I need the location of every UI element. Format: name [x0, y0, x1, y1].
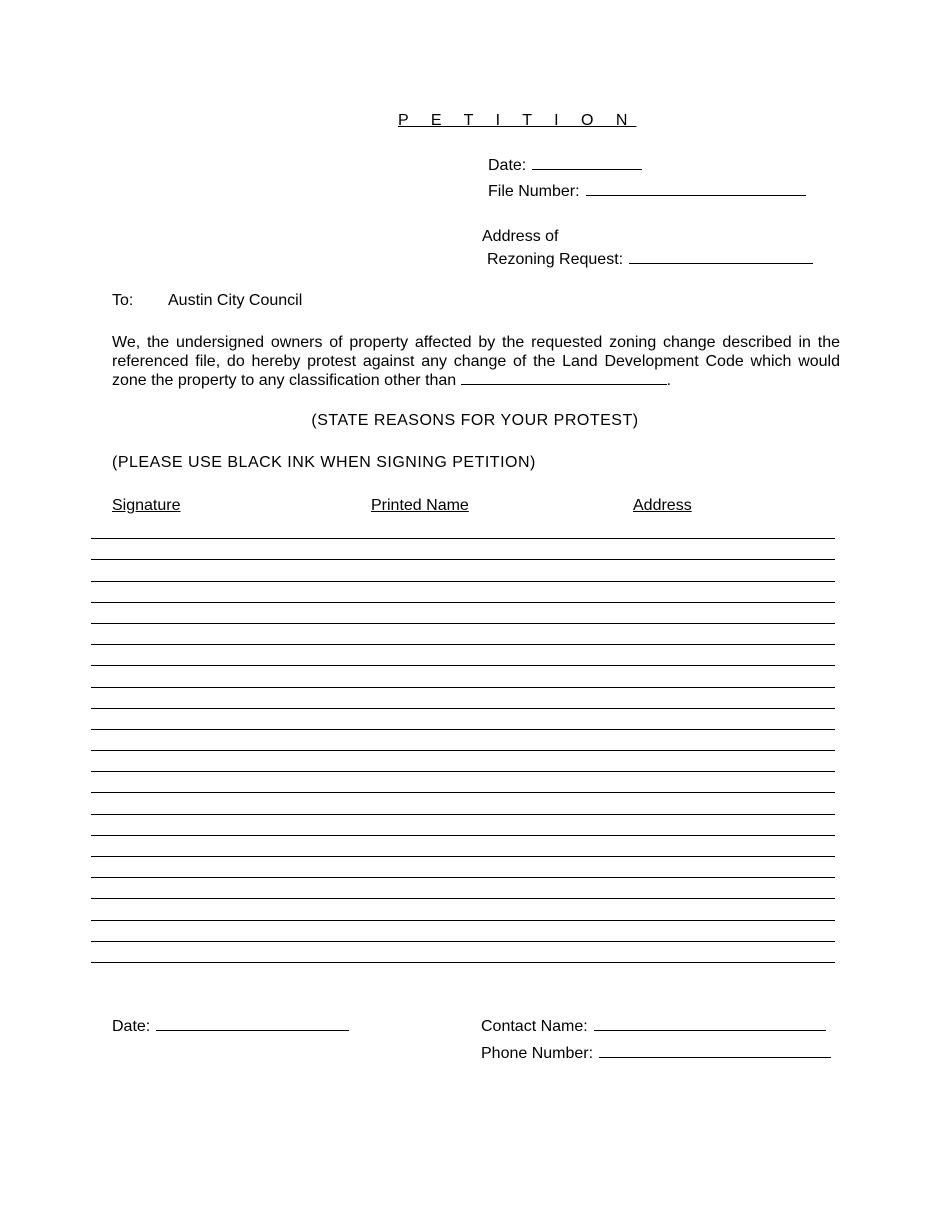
- file-number-blank[interactable]: [586, 181, 806, 196]
- signature-column-header: Signature: [112, 497, 181, 514]
- phone-number-field[interactable]: [481, 1043, 831, 1063]
- signature-line[interactable]: [91, 942, 835, 963]
- signature-line[interactable]: [91, 560, 835, 581]
- file-number-label: File Number:: [488, 183, 580, 200]
- contact-name-label: Contact Name:: [481, 1018, 588, 1035]
- signature-line[interactable]: [91, 645, 835, 666]
- printed-name-column-header: Printed Name: [371, 497, 469, 514]
- contact-name-blank[interactable]: [594, 1016, 826, 1031]
- phone-number-label: Phone Number:: [481, 1045, 594, 1062]
- rezoning-address-field[interactable]: [487, 249, 813, 269]
- to-label: To:: [112, 292, 134, 309]
- signature-line[interactable]: [91, 878, 835, 899]
- protest-text: We, the undersigned owners of property affected by the requested zoning change described in the referenced file, do hereby protest against any change of the Land Development Code which would zone the property to any classification other than: [112, 334, 840, 389]
- signature-line[interactable]: [91, 709, 835, 730]
- signature-line[interactable]: [91, 582, 835, 603]
- reasons-instruction: (STATE REASONS FOR YOUR PROTEST): [311, 412, 639, 429]
- contact-name-field[interactable]: [481, 1016, 826, 1036]
- protest-statement: [112, 333, 840, 390]
- protest-end-punct: .: [666, 372, 672, 389]
- file-number-field[interactable]: [488, 181, 806, 201]
- footer-date-blank[interactable]: [156, 1016, 349, 1031]
- signature-line[interactable]: [91, 815, 835, 836]
- black-ink-instruction: (PLEASE USE BLACK INK WHEN SIGNING PETITION): [112, 454, 536, 471]
- signature-line[interactable]: [91, 751, 835, 772]
- signature-line[interactable]: [91, 603, 835, 624]
- classification-blank[interactable]: [461, 371, 667, 385]
- signature-line[interactable]: [91, 730, 835, 751]
- signature-line[interactable]: [91, 899, 835, 920]
- header-date-field[interactable]: [488, 155, 642, 175]
- footer-date-field[interactable]: [112, 1016, 349, 1036]
- rezoning-request-label: Rezoning Request:: [487, 251, 624, 268]
- signature-line[interactable]: [91, 857, 835, 878]
- signature-line[interactable]: [91, 921, 835, 942]
- signature-line[interactable]: [91, 666, 835, 687]
- signature-line[interactable]: [91, 688, 835, 709]
- address-of-label: Address of: [482, 228, 559, 245]
- header-date-blank[interactable]: [532, 155, 642, 170]
- signature-lines: [91, 518, 835, 963]
- phone-number-blank[interactable]: [599, 1043, 831, 1058]
- address-column-header: Address: [633, 497, 692, 514]
- signature-line[interactable]: [91, 836, 835, 857]
- signature-line[interactable]: [91, 624, 835, 645]
- header-date-label: Date:: [488, 157, 527, 174]
- signature-line[interactable]: [91, 539, 835, 560]
- recipient: Austin City Council: [168, 292, 303, 309]
- signature-line[interactable]: [91, 772, 835, 793]
- signature-line[interactable]: [91, 793, 835, 814]
- footer-date-label: Date:: [112, 1018, 151, 1035]
- petition-title: P E T I T I O N: [398, 112, 637, 129]
- signature-line[interactable]: [91, 518, 835, 539]
- rezoning-address-blank[interactable]: [629, 249, 813, 264]
